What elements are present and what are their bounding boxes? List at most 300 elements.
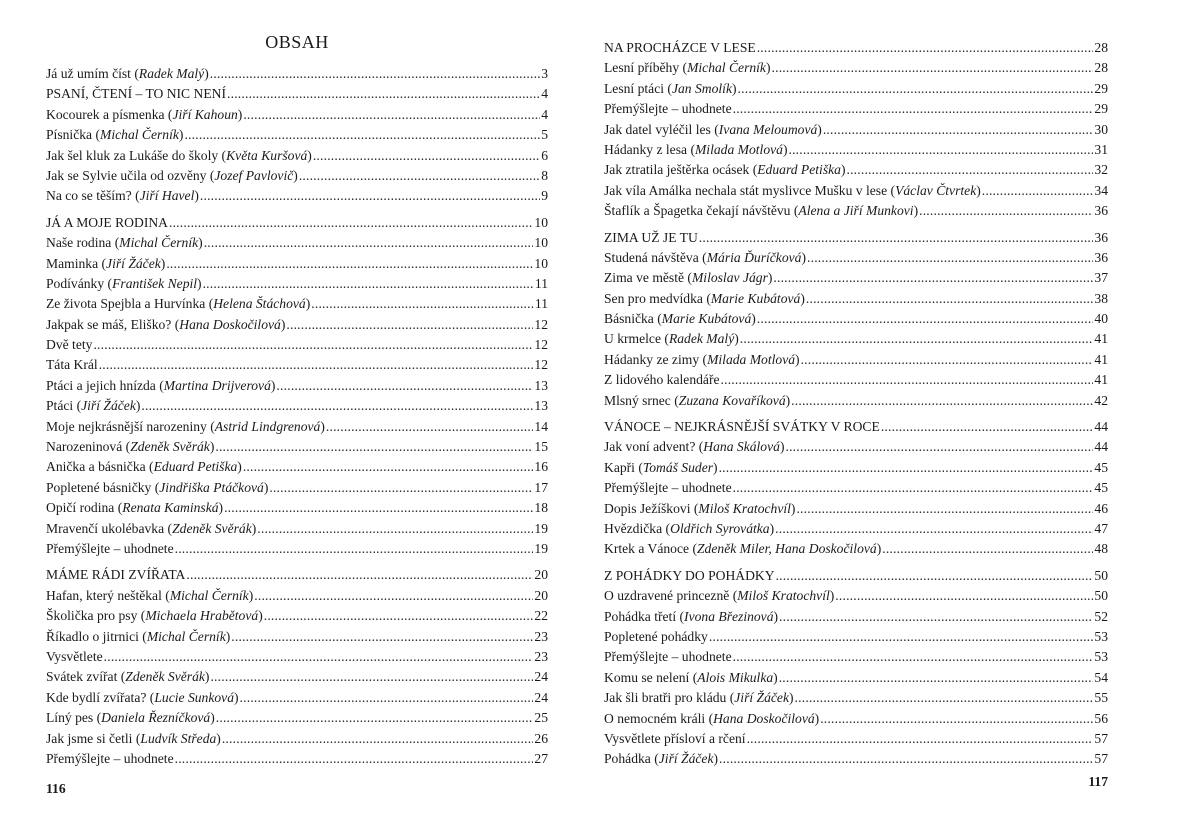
entry-page-number: 52 [1094,608,1108,624]
dot-leader [175,541,534,557]
entry-page-number: 37 [1094,270,1108,286]
entry-page-number: 5 [541,127,548,143]
toc-entry-title: Jak šel kluk za Lukáše do školy (Květa Kuršová) [46,147,312,163]
dot-leader [269,480,533,496]
toc-entry [46,357,548,377]
toc-entry-title: Podívánky (František Nepil) [46,275,202,291]
toc-entry [46,235,548,255]
dot-leader [257,521,533,537]
dot-leader [240,690,534,706]
toc-entry [604,521,1108,541]
entry-page-number: 13 [534,377,548,393]
entry-text: Kocourek a písmenka [46,106,165,122]
toc-entry-title: O nemocném králi (Hana Doskočilová) [604,710,820,726]
toc-entry [604,439,1108,459]
toc-entry-title [604,629,708,645]
dot-leader [820,711,1093,727]
dot-leader [326,419,534,435]
toc-entry-title: Naše rodina (Michal Černík) [46,235,203,251]
toc-entry [46,500,548,520]
entry-page-number: 57 [1094,730,1108,746]
toc-entry [604,460,1108,480]
entry-text: Jak ztratila ještěrka ocásek [604,162,750,178]
toc-entry [46,731,548,751]
toc-entry [604,588,1108,608]
toc-entry-title [604,568,775,584]
toc-entry [604,352,1108,372]
entry-author: Zdeněk Svěrák [130,439,210,455]
entry-text: O nemocném králi [604,710,706,726]
dot-leader [227,86,540,102]
entry-author: Miloslav Jágr [691,270,768,286]
entry-page-number: 54 [1094,669,1108,685]
entry-page-number: 28 [1094,60,1108,76]
left-page [46,0,548,832]
toc-entry-title: Ze života Spejbla a Hurvínka (Helena Štáchová) [46,296,311,312]
dot-leader [709,629,1094,645]
dot-leader [210,66,540,82]
dot-leader [740,331,1094,347]
entry-author: Michal Černík [169,587,249,603]
toc-entry [46,86,548,106]
entry-page-number: 3 [541,66,548,81]
toc-entry [46,276,548,296]
toc-entry [604,331,1108,351]
entry-text: Ze života Spejbla a Hurvínka [46,296,206,312]
dot-leader [216,710,534,726]
entry-author: Oldřich Syrovátka [670,520,770,536]
entry-text: JÁ A MOJE RODINA [46,214,168,230]
entry-text: Pohádka [604,751,651,767]
entry-author: Hana Doskočilová [713,710,815,726]
dot-leader [835,588,1093,604]
toc-entry [604,122,1108,142]
toc-entry-title: Hafan, který neštěkal (Michal Černík) [46,587,254,603]
dot-leader [796,501,1093,517]
entry-text: Moje nejkrásnější narozeniny [46,418,207,434]
toc-entry-title: Opičí rodina (Renata Kaminská) [46,500,224,516]
right-page [604,0,1108,832]
entry-author: Ivana Meloumová [718,121,818,137]
entry-text: Naše rodina [46,235,112,251]
dot-leader [733,480,1094,496]
entry-text: ZIMA UŽ JE TU [604,229,698,245]
toc-entry [46,148,548,168]
entry-author: Michal Černík [146,628,226,644]
entry-page-number: 11 [534,275,548,291]
entry-author: Jiří Žáček [106,255,161,271]
toc-entry-title: Štaflík a Špagetka čekají návštěvu (Alena a Jiří Munkovi) [604,203,919,219]
toc-entry [46,168,548,188]
toc-entry [604,393,1108,413]
dot-leader [775,521,1093,537]
entry-text: Hádanky z lesa [604,141,688,157]
dot-leader [795,690,1094,706]
dot-leader [222,731,534,747]
entry-text: Jak jsme si četli [46,730,133,746]
entry-page-number: 30 [1094,121,1108,137]
entry-page-number: 6 [541,147,548,163]
entry-page-number: 18 [534,500,548,516]
entry-author: Václav Čtvrtek [895,182,977,198]
toc-entry-title: O uzdravené princezně (Miloš Kratochvíl) [604,588,835,604]
toc-entry [46,649,548,669]
toc-entry [46,690,548,710]
dot-leader [200,188,540,204]
toc-entry [604,291,1108,311]
toc-entry-title: Ptáci a jejich hnízda (Martina Drijverová) [46,377,276,393]
toc-entry-title: Hádanky ze zimy (Milada Motlová) [604,351,800,367]
toc-entry [604,230,1108,250]
dot-leader [243,459,534,475]
dot-leader [757,40,1094,56]
entry-page-number: 45 [1094,480,1108,496]
toc-entry [604,142,1108,162]
toc-entry-title [46,541,174,557]
entry-page-number: 12 [534,357,548,373]
toc-entry [604,501,1108,521]
dot-leader [747,731,1094,747]
dot-leader [175,751,534,767]
entry-page-number: 56 [1094,710,1108,726]
entry-page-number: 4 [541,86,548,102]
toc-entry-title: Líný pes (Daniela Řezníčková) [46,710,215,726]
entry-author: Michal Černík [100,127,179,143]
toc-entry [46,751,548,771]
entry-text: Říkadlo o jitrnici [46,628,139,644]
entry-author: Daniela Řezníčková [101,710,211,726]
toc-entry [46,215,548,235]
entry-author: Hana Skálová [703,439,780,455]
entry-page-number: 10 [534,235,548,251]
dot-leader [93,337,533,353]
entry-author: Michal Černík [687,60,766,76]
entry-author: Milada Motlová [707,351,796,367]
entry-page-number: 44 [1094,439,1108,455]
dot-leader [203,276,534,292]
entry-author: Eduard Petiška [757,162,841,178]
entry-page-number: 36 [1094,229,1108,245]
entry-author: Zdeněk Svěrák [125,669,205,685]
dot-leader [806,291,1094,307]
toc-entry [46,256,548,276]
toc-entry [604,101,1108,121]
entry-page-number: 41 [1094,351,1108,367]
entry-text: Hvězdička [604,520,663,536]
entry-page-number: 27 [534,750,548,766]
entry-page-number: 22 [534,608,548,624]
entry-page-number: 25 [534,710,548,726]
entry-page-number: 32 [1094,162,1108,178]
dot-leader [807,250,1093,266]
toc-entry-title: Písnička (Michal Černík) [46,127,184,143]
toc-entry [604,568,1108,588]
toc-entry [46,480,548,500]
toc-list-left [46,66,548,771]
toc-entry [46,107,548,127]
entry-author: Marie Kubátová [710,290,801,306]
entry-author: Alois Mikulka [697,669,774,685]
entry-page-number: 19 [534,520,548,536]
toc-entry [46,669,548,689]
entry-text: Narozeninová [46,439,123,455]
toc-entry-title: Dopis Ježíškovi (Miloš Kratochvíl) [604,500,796,516]
entry-text: Básnička [604,311,654,327]
dot-leader [204,235,534,251]
dot-leader [311,296,534,312]
toc-entry-title [46,86,226,102]
entry-author: Eduard Petiška [153,459,238,475]
entry-text: Vysvětlete [46,648,103,664]
entry-author: Zdeněk Miler, Hana Doskočilová [697,541,877,557]
toc-entry [46,521,548,541]
toc-entry-title [46,215,168,231]
entry-text: Jak voní advent? [604,439,696,455]
toc-entry [604,40,1108,60]
dot-leader [99,357,534,373]
entry-author: Zdeněk Svěrák [172,520,252,536]
entry-page-number: 42 [1094,392,1108,408]
entry-page-number: 29 [1094,101,1108,117]
dot-leader [801,352,1094,368]
toc-entry [46,317,548,337]
entry-text: Líný pes [46,710,94,726]
entry-text: VÁNOCE – NEJKRÁSNĚJŠÍ SVÁTKY V ROCE [604,419,880,435]
entry-text: Dvě tety [46,337,93,353]
page-title: OBSAH [265,32,329,52]
toc-entry-title: Říkadlo o jitrnici (Michal Černík) [46,628,231,644]
toc-entry-title: Jak šli bratři pro kládu (Jiří Žáček) [604,690,794,706]
dot-leader [738,81,1094,97]
toc-entry-title: Kapři (Tomáš Suder) [604,459,718,475]
dot-leader [719,460,1094,476]
entry-text: Přemýšlejte – uhodnete [604,649,732,665]
dot-leader [166,256,533,272]
entry-author: Ivona Březinová [684,608,774,624]
toc-entry [604,270,1108,290]
entry-page-number: 24 [534,689,548,705]
page-number-right: 117 [1088,774,1108,789]
toc-entry [604,250,1108,270]
entry-text: Táta Král [46,357,98,373]
entry-page-number: 20 [534,567,548,583]
toc-entry [46,710,548,730]
entry-author: Ludvík Středa [140,730,217,746]
dot-leader [184,127,540,143]
entry-author: Astrid Lindgrenová [214,418,321,434]
toc-entry-title [46,337,92,353]
toc-entry-title [46,567,185,583]
entry-author: Jozef Pavlovič [214,167,294,183]
entry-text: Hádanky ze zimy [604,351,700,367]
dot-leader [919,203,1093,219]
dot-leader [210,669,533,685]
toc-entry-title: Jakpak se máš, Eliško? (Hana Doskočilová) [46,316,286,332]
toc-entry-title: Hádanky z lesa (Milada Motlová) [604,141,788,157]
entry-page-number: 23 [534,648,548,664]
entry-text: Studená návštěva [604,249,699,265]
dot-leader [733,101,1094,117]
entry-page-number: 23 [534,628,548,644]
entry-page-number: 9 [541,188,548,204]
entry-author: Alena a Jiří Munkovi [798,203,914,219]
entry-text: Jakpak se máš, Eliško? [46,316,172,332]
entry-text: Mravenčí ukolébavka [46,520,165,536]
toc-entry [46,66,548,86]
entry-text: Popletené pohádky [604,628,708,644]
entry-page-number: 50 [1094,567,1108,583]
entry-text: Zima ve městě [604,270,685,286]
dot-leader [254,588,533,604]
toc-entry [604,480,1108,500]
toc-entry [604,670,1108,690]
toc-entry [604,81,1108,101]
toc-entry-title: Narozeninová (Zdeněk Svěrák) [46,439,215,455]
dot-leader [243,107,540,123]
entry-page-number: 11 [534,296,548,312]
toc-entry-title: Pohádka (Jiří Žáček) [604,751,719,767]
entry-page-number: 20 [534,587,548,603]
entry-page-number: 13 [534,398,548,414]
entry-page-number: 28 [1094,40,1108,55]
entry-text: Já už umím číst [46,66,131,81]
entry-text: Svátek zvířat [46,669,118,685]
dot-leader [286,317,533,333]
toc-entry-title: Popletené básničky (Jindřiška Ptáčková) [46,479,269,495]
entry-text: Ptáci a jejich hnízda [46,377,156,393]
entry-page-number: 17 [534,479,548,495]
entry-page-number: 45 [1094,459,1108,475]
entry-author: František Nepil [112,275,198,291]
entry-text: Popletené básničky [46,479,152,495]
toc-entry-title: Jak víla Amálka nechala stát myslivce Mušku v lese (Václav Čtvrtek) [604,182,981,198]
toc-entry [604,162,1108,182]
entry-page-number: 12 [534,316,548,332]
toc-entry-title: Hvězdička (Oldřich Syrovátka) [604,520,775,536]
entry-author: Zuzana Kovaříková [678,392,786,408]
toc-entry-title: Jak se Sylvie učila od ozvěny (Jozef Pavlovič) [46,167,298,183]
entry-page-number: 8 [541,167,548,183]
entry-page-number: 15 [534,439,548,455]
toc-entry [46,459,548,479]
entry-text: Sen pro medvídka [604,290,703,306]
entry-author: Martina Drijverová [163,377,271,393]
toc-entry-title: Mravenčí ukolébavka (Zdeněk Svěrák) [46,520,257,536]
toc-entry-title: Sen pro medvídka (Marie Kubátová) [604,290,805,306]
dot-leader [299,168,540,184]
toc-entry-title [604,40,756,56]
toc-entry-title: Básnička (Marie Kubátová) [604,311,756,327]
entry-text: Písnička [46,127,93,143]
entry-text: Přemýšlejte – uhodnete [604,480,732,496]
entry-text: Ptáci [46,398,74,414]
dot-leader [104,649,534,665]
entry-author: Mária Ďuríčková [706,249,802,265]
entry-author: Michaela Hrabětová [145,608,259,624]
toc-entry [46,541,548,561]
toc-entry [46,608,548,628]
toc-entry [46,378,548,398]
entry-author: Jiří Žáček [734,690,789,706]
dot-leader [776,568,1094,584]
toc-entry [604,372,1108,392]
toc-entry-title: U krmelce (Radek Malý) [604,331,739,347]
entry-author: Radek Malý [668,331,735,347]
entry-page-number: 38 [1094,290,1108,306]
entry-text: PSANÍ, ČTENÍ – TO NIC NENÍ [46,86,226,102]
toc-entry [46,629,548,649]
toc-entry [46,588,548,608]
entry-page-number: 53 [1094,628,1108,644]
entry-text: Pohádka třetí [604,608,677,624]
toc-entry [604,419,1108,439]
toc-entry-title: Jak jsme si četli (Ludvík Středa) [46,730,221,746]
entry-text: Hafan, který neštěkal [46,587,162,603]
toc-entry-title [46,649,103,665]
toc-entry-title: Studená návštěva (Mária Ďuríčková) [604,249,806,265]
entry-text: Jak se Sylvie učila od ozvěny [46,167,207,183]
entry-text: O uzdravené princezně [604,588,730,604]
page-number-left: 116 [46,781,66,796]
toc-entry [46,567,548,587]
toc-entry [604,711,1108,731]
toc-entry [46,398,548,418]
toc-entry [604,60,1108,80]
toc-entry-title: Jak voní advent? (Hana Skálová) [604,439,785,455]
toc-entry [46,439,548,459]
dot-leader [791,393,1093,409]
entry-author: Helena Štáchová [213,296,306,312]
entry-text: Mlsný srnec [604,392,671,408]
toc-entry-title [604,101,732,117]
entry-author: Radek Malý [138,66,205,81]
toc-entry [604,609,1108,629]
dot-leader [846,162,1093,178]
entry-page-number: 47 [1094,520,1108,536]
toc-entry-title: Zima ve městě (Miloslav Jágr) [604,270,773,286]
entry-text: Komu se nelení [604,669,690,685]
dot-leader [313,148,540,164]
entry-page-number: 10 [534,255,548,271]
entry-text: Přemýšlejte – uhodnete [46,540,174,556]
entry-text: Vysvětlete přísloví a rčení [604,730,746,746]
entry-author: Tomáš Suder [642,459,714,475]
toc-entry-title [604,372,720,388]
toc-entry-title: Maminka (Jiří Žáček) [46,255,166,271]
toc-entry-title: Anička a básnička (Eduard Petiška) [46,459,242,475]
dot-leader [264,608,534,624]
toc-entry [604,629,1108,649]
entry-page-number: 44 [1094,419,1108,435]
toc-entry-title [604,419,880,435]
dot-leader [779,670,1094,686]
entry-page-number: 4 [541,106,548,122]
dot-leader [276,378,533,394]
entry-author: Renata Kaminská [122,500,219,516]
toc-entry [46,419,548,439]
toc-entry [604,751,1108,771]
dot-leader [882,541,1093,557]
entry-author: Milada Motlová [694,141,783,157]
dot-leader [699,230,1094,246]
entry-text: Štaflík a Špagetka čekají návštěvu [604,203,791,219]
entry-text: NA PROCHÁZCE V LESE [604,40,756,55]
dot-leader [169,215,533,231]
entry-text: MÁME RÁDI ZVÍŘATA [46,567,186,583]
toc-entry-title: Moje nejkrásnější narozeniny (Astrid Lindgrenová) [46,418,325,434]
entry-text: Školička pro psy [46,608,138,624]
dot-leader [779,609,1093,625]
